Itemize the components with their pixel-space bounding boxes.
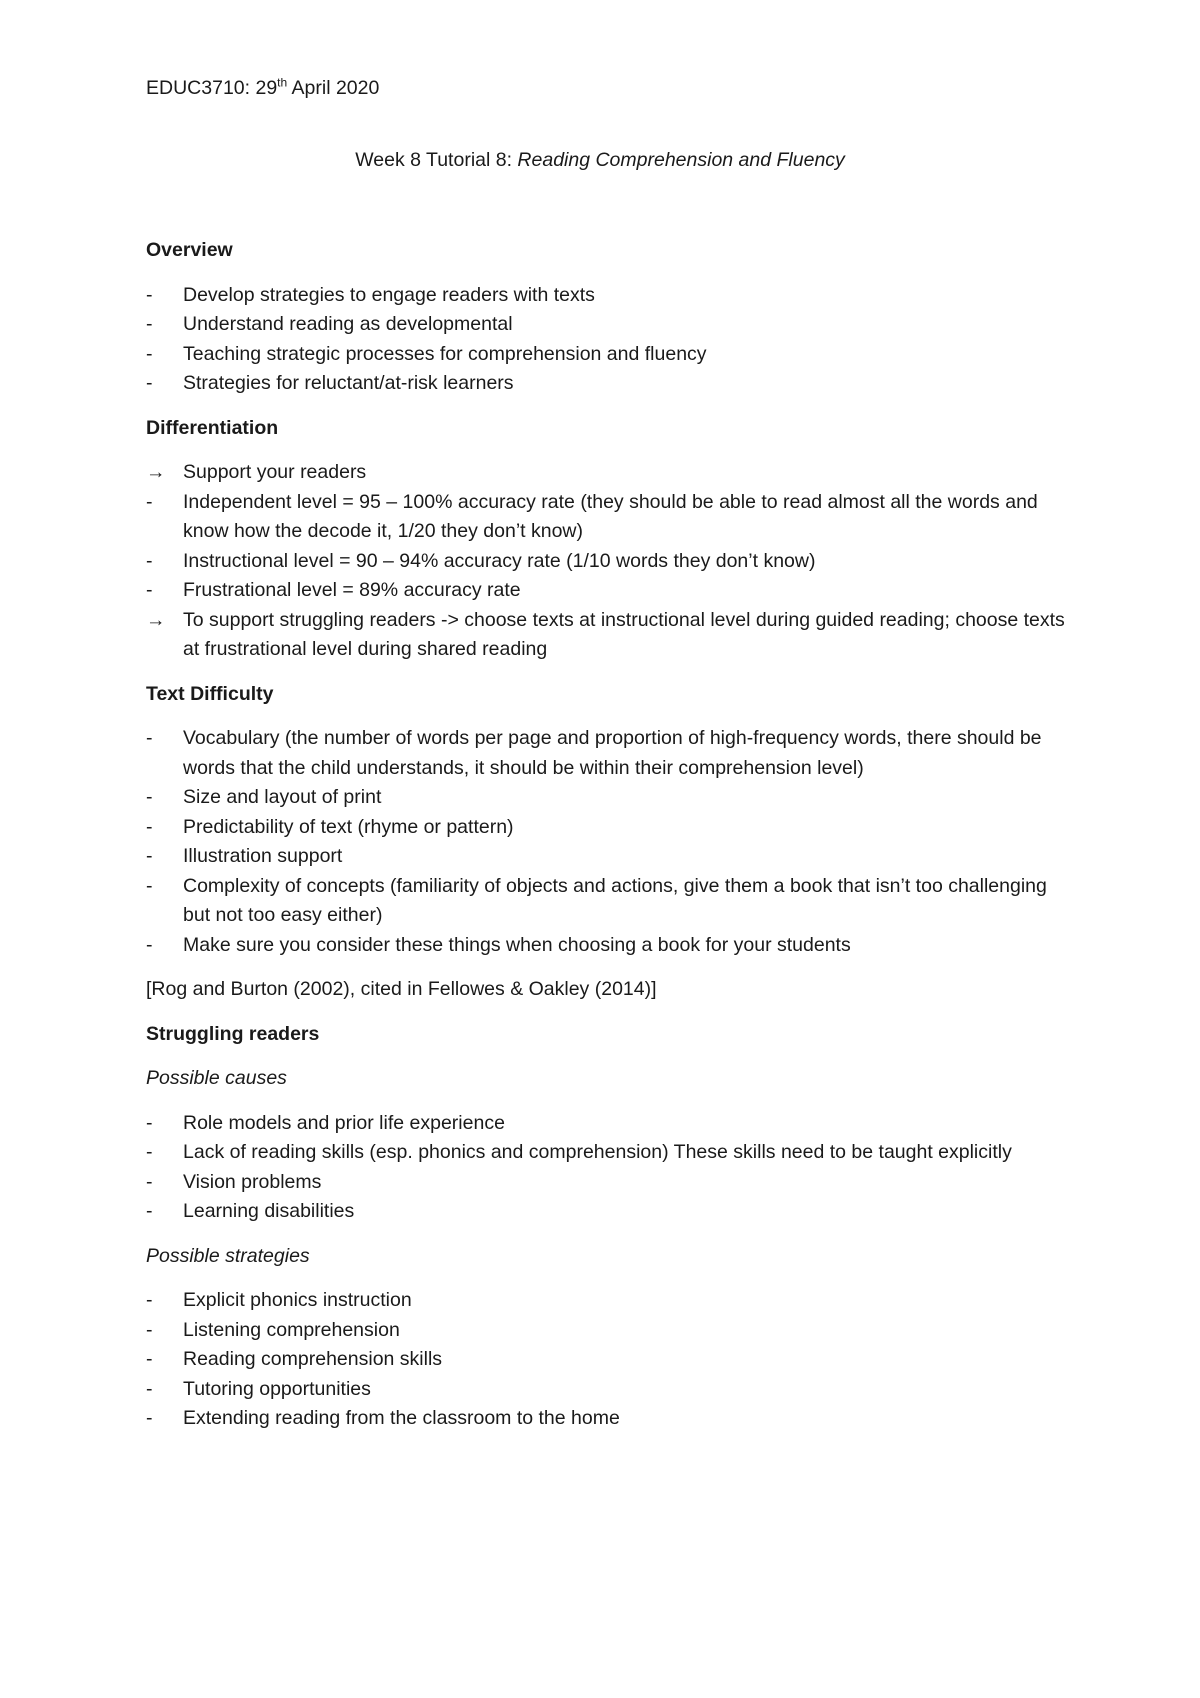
overview-list (146, 281, 1076, 399)
list-item (146, 369, 1076, 399)
list-item-text: Size and layout of print (183, 786, 382, 808)
subheading-possible-causes: Possible causes (146, 1067, 287, 1089)
list-item (146, 724, 1076, 783)
bullet-marker: - (146, 786, 153, 808)
list-item-text: Understand reading as developmental (183, 313, 513, 335)
course-code: EDUC3710: 29 (146, 77, 278, 99)
list-item (146, 931, 1076, 961)
list-item-text: Develop strategies to engage readers with texts (183, 283, 595, 306)
list-item (146, 1404, 1076, 1434)
list-item-text: Learning disabilities (183, 1200, 355, 1222)
bullet-marker: - (146, 283, 153, 306)
list-item (146, 783, 1076, 813)
list-item-text: Support your readers (183, 461, 367, 483)
list-item-text: Reading comprehension skills (183, 1348, 443, 1370)
document-body (146, 236, 1076, 1449)
bullet-marker: - (146, 342, 153, 365)
section-heading-overview: Overview (146, 239, 233, 261)
bullet-marker: - (146, 1318, 153, 1341)
list-item (146, 1168, 1076, 1198)
list-item (146, 813, 1076, 843)
bullet-marker: - (146, 1407, 153, 1429)
bullet-marker: - (146, 1141, 153, 1163)
bullet-marker: - (146, 1111, 153, 1134)
bullet-marker: - (146, 874, 153, 897)
bullet-marker: - (146, 727, 153, 749)
title-prefix: Week 8 Tutorial 8: (355, 149, 518, 171)
list-item-text: Complexity of concepts (familiarity of objects and actions, give them a book that isn’t too challenging but not too easy either) (183, 874, 1047, 926)
list-item-text: Frustrational level = 89% accuracy rate (183, 579, 521, 601)
title-italic: Reading Comprehension and Fluency (517, 149, 845, 171)
section-heading-differentiation: Differentiation (146, 416, 279, 439)
page-title (0, 146, 1200, 176)
list-item (146, 1197, 1076, 1227)
bullet-marker: - (146, 845, 153, 867)
list-item-text: Vocabulary (the number of words per page and proportion of high-frequency words, there should be words that the child understands, it should be within their comprehension level) (183, 727, 1042, 779)
list-item-text: Instructional level = 90 – 94% accuracy rate (1/10 words they don’t know) (183, 549, 816, 572)
list-item (146, 872, 1076, 931)
bullet-marker: - (146, 372, 153, 394)
date-ordinal: th (277, 75, 288, 90)
list-item-text: Illustration support (183, 845, 343, 867)
subheading-possible-strategies: Possible strategies (146, 1244, 310, 1267)
bullet-marker: - (146, 1170, 153, 1193)
list-item-text: Lack of reading skills (esp. phonics and comprehension) These skills need to be taught explicitly (183, 1141, 1012, 1163)
bullet-marker: - (146, 490, 153, 513)
date-rest: April 2020 (287, 77, 380, 99)
bullet-marker: - (146, 1348, 153, 1370)
bullet-marker: - (146, 815, 153, 838)
list-item (146, 842, 1076, 872)
bullet-marker: - (146, 933, 153, 956)
list-item-text: Listening comprehension (183, 1318, 400, 1341)
possible-causes-list (146, 1109, 1076, 1227)
list-item (146, 340, 1076, 370)
bullet-marker: - (146, 549, 153, 572)
bullet-marker: - (146, 1200, 153, 1222)
bullet-marker: - (146, 579, 153, 601)
list-item (146, 281, 1076, 311)
bullet-marker: → (146, 608, 166, 631)
bullet-marker: - (146, 313, 153, 335)
list-item-text: Vision problems (183, 1170, 322, 1193)
section-heading-struggling-readers: Struggling readers (146, 1022, 320, 1045)
list-item (146, 576, 1076, 606)
section-heading-text-difficulty: Text Difficulty (146, 682, 274, 705)
list-item (146, 1345, 1076, 1375)
list-item (146, 1375, 1076, 1405)
list-item-text: Teaching strategic processes for comprehension and fluency (183, 342, 707, 365)
list-item (146, 310, 1076, 340)
bullet-marker: → (146, 461, 166, 483)
list-item-text: To support struggling readers -> choose texts at instructional level during guided reading; choose texts at frustrational level during shared reading (183, 608, 1065, 660)
list-item (146, 488, 1076, 547)
list-item-text: Make sure you consider these things when choosing a book for your students (183, 933, 851, 956)
bullet-marker: - (146, 1377, 153, 1400)
course-date-header (146, 74, 379, 104)
list-item (146, 547, 1076, 577)
bullet-marker: - (146, 1289, 153, 1311)
list-item (146, 1316, 1076, 1346)
list-item (146, 458, 1076, 488)
list-item (146, 1286, 1076, 1316)
list-item-text: Strategies for reluctant/at-risk learners (183, 372, 514, 394)
text-difficulty-list (146, 724, 1076, 960)
list-item-text: Independent level = 95 – 100% accuracy rate (they should be able to read almost all the words and know how the decode it, 1/20 they don’t know) (183, 490, 1038, 542)
list-item-text: Extending reading from the classroom to the home (183, 1407, 620, 1429)
possible-strategies-list (146, 1286, 1076, 1434)
list-item (146, 1109, 1076, 1139)
list-item (146, 1138, 1076, 1168)
list-item (146, 606, 1076, 665)
citation: [Rog and Burton (2002), cited in Fellowes & Oakley (2014)] (146, 978, 657, 1000)
list-item-text: Role models and prior life experience (183, 1111, 505, 1134)
differentiation-list (146, 458, 1076, 665)
list-item-text: Predictability of text (rhyme or pattern) (183, 815, 514, 838)
list-item-text: Explicit phonics instruction (183, 1289, 412, 1311)
list-item-text: Tutoring opportunities (183, 1377, 371, 1400)
